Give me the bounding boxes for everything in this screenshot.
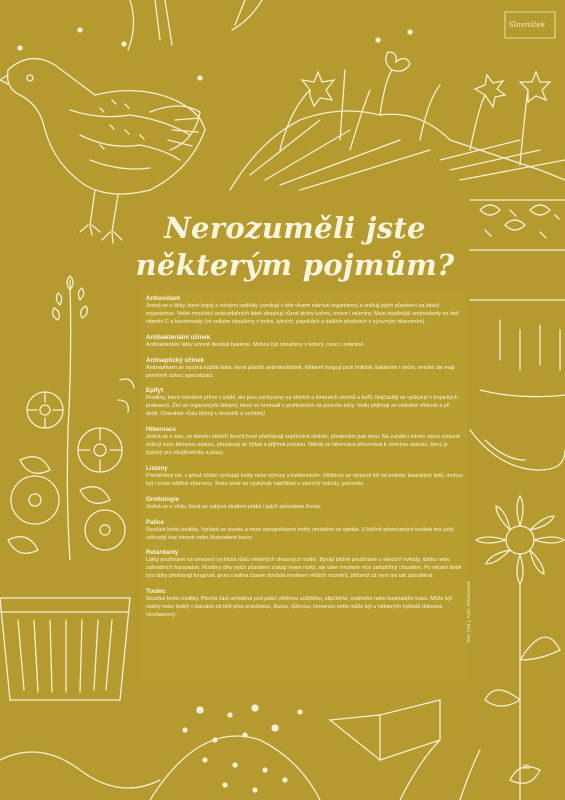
glossary-entry	[146, 588, 464, 620]
glossary-definition: Látky používané na omezení rychlosti růstu některých okrasných rostlin. Bývají běžně používané u vánoční hvězdy, ibišku nebo zahradních fozopadek. Rostliny díky jejich působení získají nejen nízký, ale také mnohem více zahuštěný charakter. Po nějaké době tyto látky přestávají fungovat, proto rostlina časem dorůstá mnohem větších rozměrů, přičemž už není ani tak zahuštěná.	[146, 557, 462, 580]
daffodils-illustration	[230, 52, 565, 190]
glossary-definition: Součást květu toulitky. Vyrůstá ze stonku a nese oboupohlavné květy umístěné ve spirále. U běžně pěstovaných toulitek má úzký válcovitý tvar okrové nebo žlutozelené barvy.	[146, 526, 454, 541]
glossary-list	[146, 295, 464, 627]
glossary-entry	[146, 465, 464, 489]
glossary-definition: Jedná se o vědu, která se zabývá studiem ptáků i jejich způsobem života.	[146, 503, 322, 510]
glossary-definition: Přeměněný list, v jehož úžlabí vyrůstají květy nebo výhony s květenstvím. Většinou se výrazně liší od podoby klasických listů, mohou být i zcela odlišně zbarveny. Tento útvar se vyskytuje například u vánoční hvězdy, poinsetie.	[146, 472, 463, 487]
glossary-entry	[146, 549, 464, 581]
glossary-term: Hibernace	[146, 426, 176, 434]
glossary-definition: Antibakteriální látky účinně likvidují bakterie. Mohou být obsaženy v koření, ovoci i zelenině.	[146, 341, 365, 348]
page-title	[130, 210, 460, 284]
glossary-definition: Součást květu toulitky. Plochá část umístěná pod palicí většinou srdčitého, elipčitého, oválného nebo kopinatého tvaru. Může být matný nebo lesklý v barvách od bílé přes oranžovou, žlutou, růžovou, červenou nebo může být u některých hybridů dokonce vícebarevný.	[146, 596, 453, 618]
glossary-term: Epifyt	[146, 387, 164, 395]
bottom-decor-illustration	[0, 700, 540, 800]
glossary-definition: Rostliny, které nekoření přímo v půdě, ale jsou zachyceny na větvích a kmenech stromů a keřů. Nejčastěji se vyskytují v tropických pralesech. Živí se organickými látkami, které se hromadí v prohlubních na povrchu kůry. Vodu přijímají ze vzdušné vlhkosti a při dešti. Charakter růstu běžný u bromélií a orchidejí.	[146, 395, 458, 418]
glossary-definition: Jedná se o látky, které bojují s volnými radikály (vznikají v těle vlivem stárnutí organismu) a snižují jejich působení na lidský organismus. Velké množství antioxidačních látek obsahují různé druhy koření, ovoce i zeleniny. Mezi nejsilnější antioxidanty se řadí vitamín C a karotenoidy (ve velkém obsaženy v mrkvi, tykvích, paprikách a dalších plodinách s výrazným zbarvením).	[146, 303, 460, 325]
glossary-entry	[146, 519, 464, 543]
glossary-definition: Jedná se o stav, ve kterém někteří živočichové přečkávají nepříznivé období, především pak zimu. Na začátku tohoto stavu výrazně snižují svou tělesnou teplotu, přestávají se hýbat a přijímat potravu. Někdy se hibernace přirovnává k zimnímu spánku, který je typický pro obojživelníky a plazy.	[146, 434, 461, 456]
planter-illustration	[470, 200, 565, 470]
glossary-term: Palice	[146, 518, 164, 526]
glossary-term: Listeny	[146, 464, 168, 472]
section-badge	[507, 18, 547, 32]
glossary-term: Ornitologie	[146, 495, 179, 503]
glossary-entry	[146, 357, 464, 381]
glossary-term: Antibakteriální účinek	[146, 333, 211, 341]
glossary-definition: Antiseptikem se nazývá každá látka, která působí antimikrobiálně. Některé fungují proti hnilobě, bakteriím i virům, mnohé ale mají poměrně úzkou specializaci.	[146, 364, 455, 379]
glossary-entry	[146, 334, 464, 350]
section-badge-label: Slovníček	[508, 20, 546, 29]
photo-credit-text: Text: (red.), Foto: Shutterstock	[466, 581, 471, 643]
glossary-entry	[146, 496, 464, 512]
daisy-illustration	[476, 496, 564, 800]
flower-pot-illustration	[0, 598, 130, 700]
glossary-entry	[146, 295, 464, 327]
page-number: 35	[522, 764, 530, 771]
glossary-term: Antiseptický účinek	[146, 356, 205, 364]
photo-credit	[462, 557, 474, 667]
hollyhock-illustration	[8, 276, 134, 560]
glossary-entry	[146, 387, 464, 419]
page-title-line-2: některým pojmům?	[135, 248, 455, 282]
glossary-term: Retardanty	[146, 549, 179, 557]
glossary-entry	[146, 426, 464, 458]
page-title-line-1: Nerozuměli jste	[164, 211, 426, 245]
glossary-term: Toulec	[146, 588, 166, 596]
glossary-term: Antioxidant	[146, 295, 181, 302]
